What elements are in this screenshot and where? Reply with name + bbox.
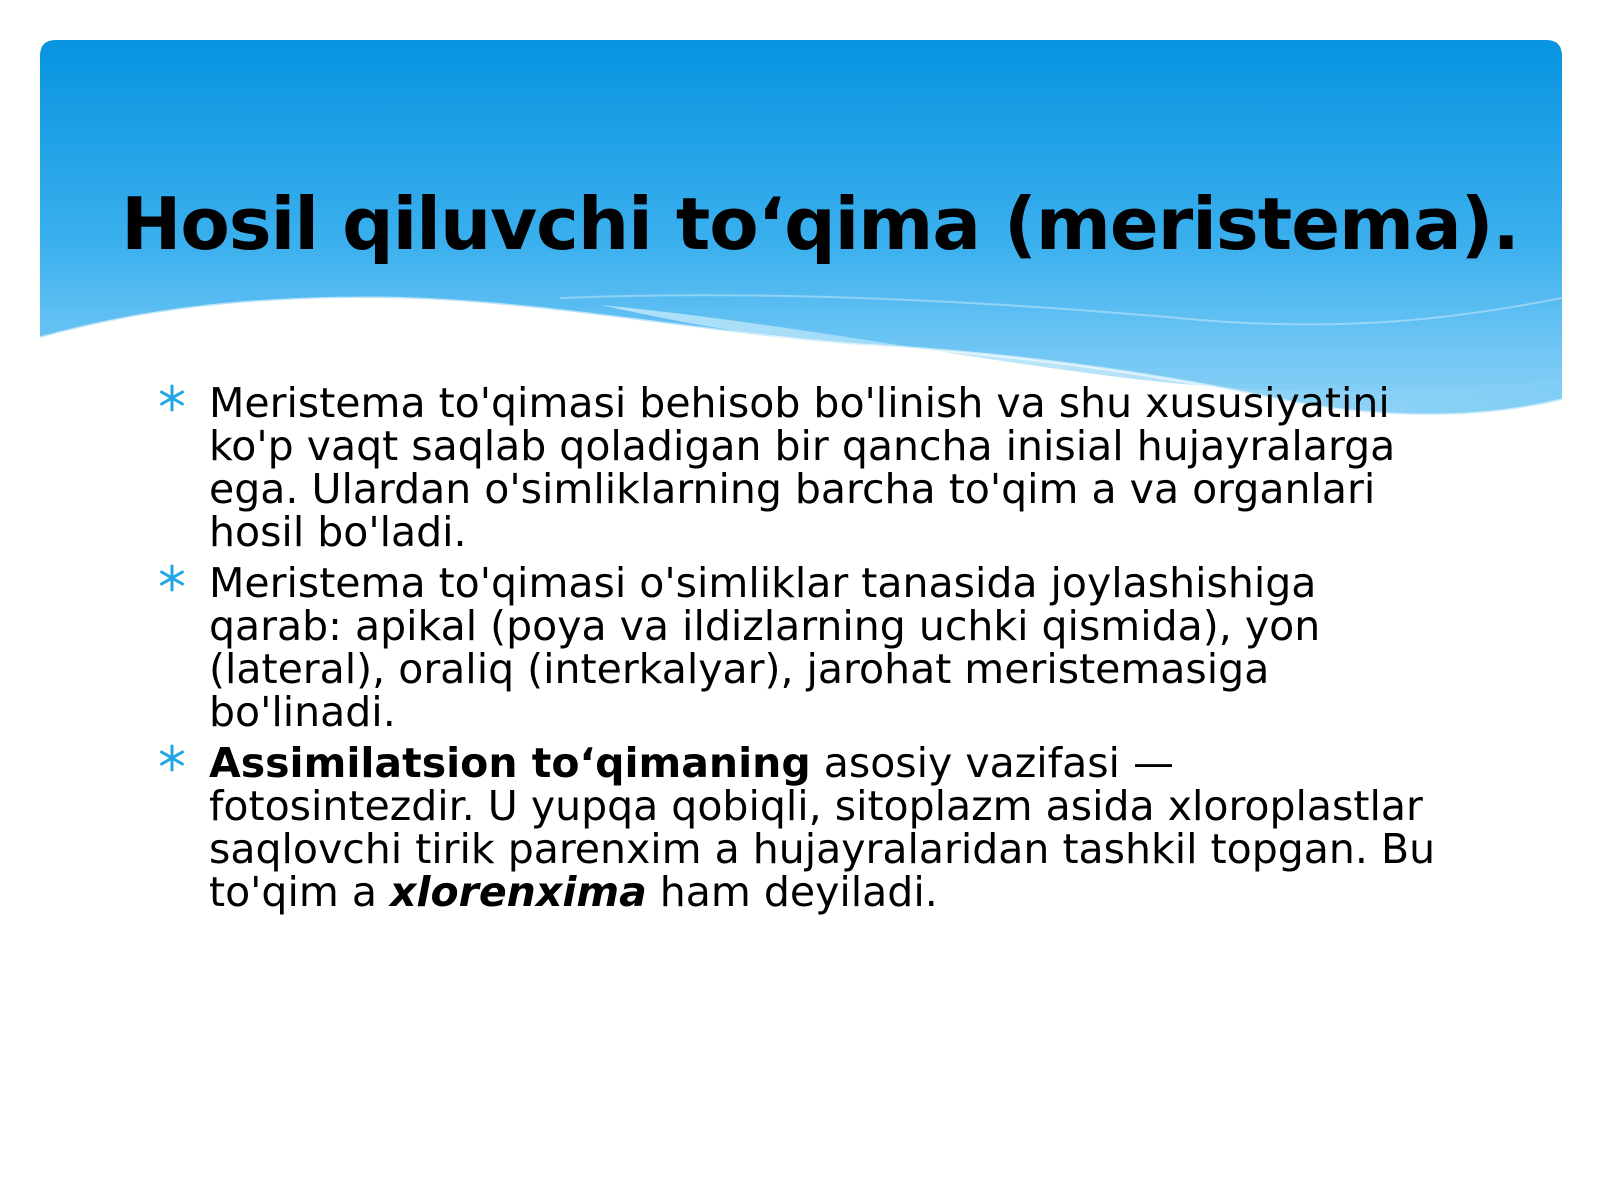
bold-lead-text: Assimilatsion to‘qimaning [209, 739, 811, 787]
bullet-list [158, 379, 1448, 922]
emphasis-term: xlorenxima [389, 868, 647, 916]
slide-title: Hosil qiluvchi to‘qima (meristema). [121, 182, 1519, 266]
list-item-text: asosiy vazifasi — fotosintezdir. U yupqa qobiqli, sitoplazm asida xloroplastlar saqlovchi tirik parenxim a hujayralaridan tashkil topgan. Bu to'qim a [209, 739, 1436, 916]
list-item-text: Meristema to'qimasi behisob bo'linish va shu xususiyatini ko'p vaqt saqlab qoladigan bir qancha inisial hujayralarga ega. Ulardan o'simliklarning barcha to'qim a va organlari hosil bo'ladi. [209, 379, 1396, 556]
list-item-text-end: ham deyiladi. [646, 868, 938, 916]
asterisk-star-icon [158, 744, 186, 772]
asterisk-star-icon [158, 384, 186, 412]
list-item [158, 379, 1448, 556]
list-item [158, 559, 1448, 736]
list-item [158, 739, 1448, 916]
asterisk-star-icon [158, 564, 186, 592]
list-item-text: Meristema to'qimasi o'simliklar tanasida joylashishiga qarab: apikal (poya va ildizlarning uchki qismida), yon (lateral), oraliq (interkalyar), jarohat meristemasiga bo'linadi. [209, 559, 1321, 736]
